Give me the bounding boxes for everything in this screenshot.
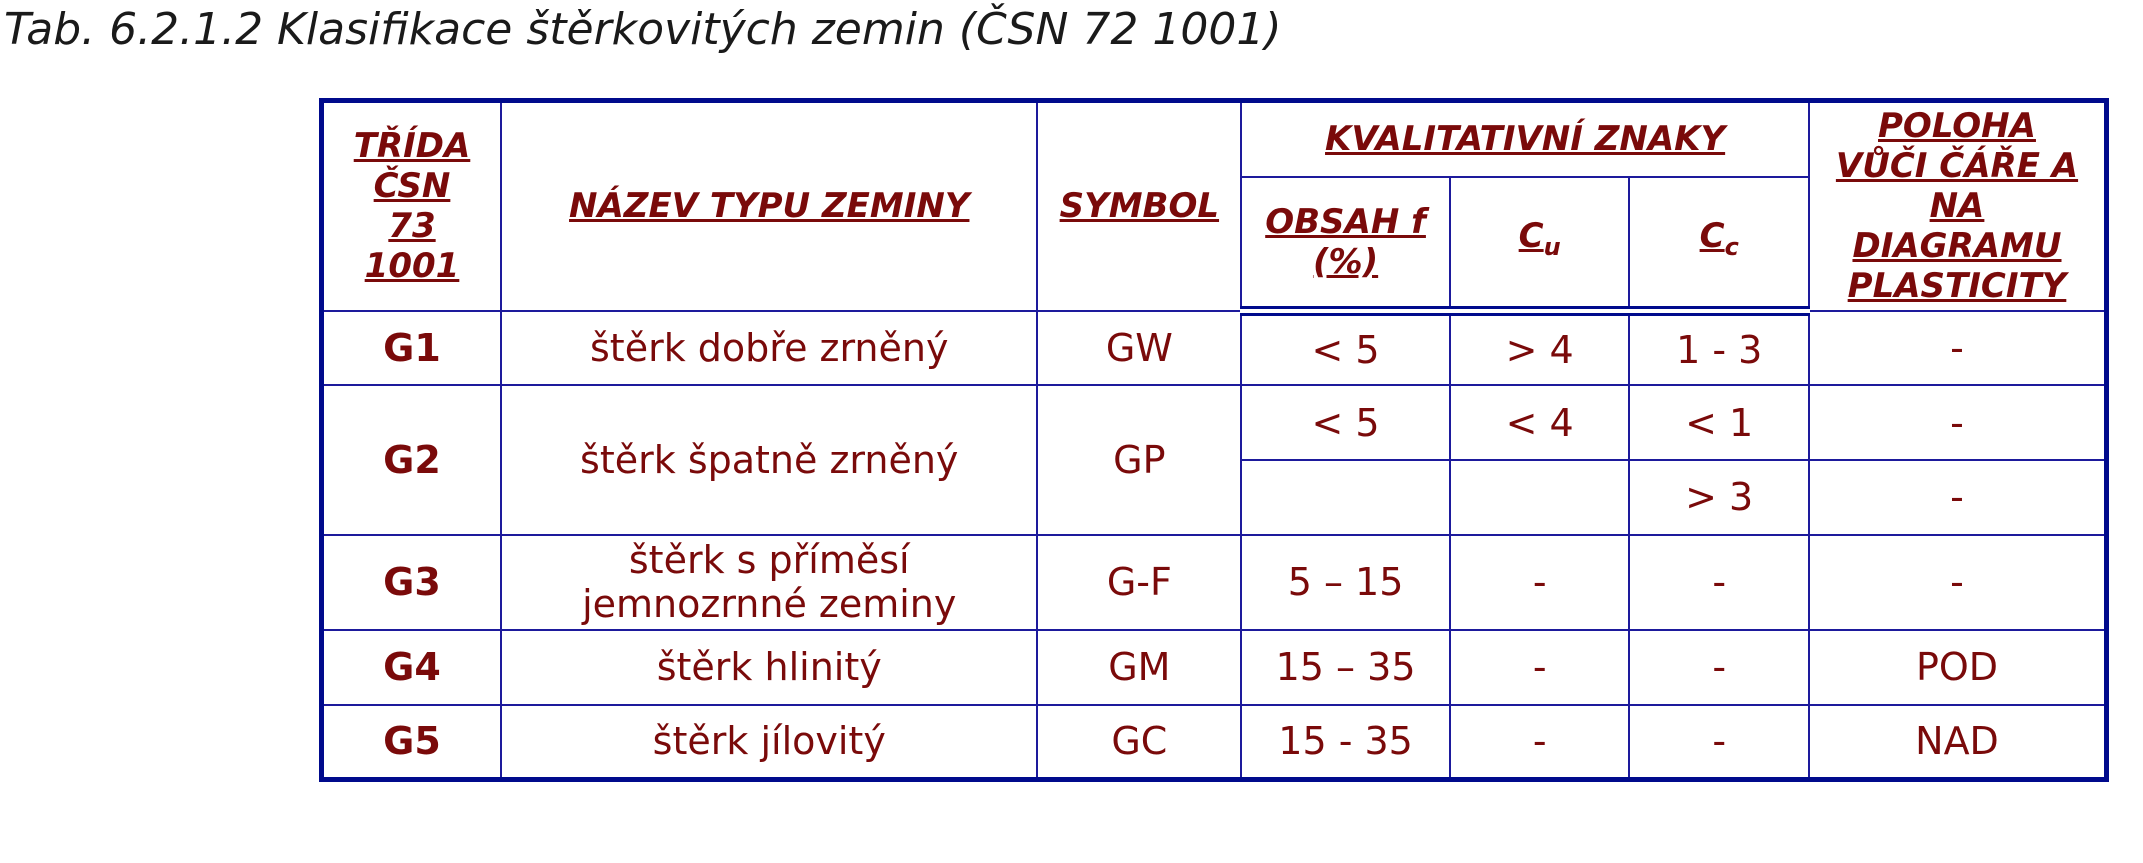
cc-cell: 1 - 3 bbox=[1629, 311, 1809, 386]
plasticity-position-cell: - bbox=[1809, 535, 2107, 630]
soil-classification-table bbox=[319, 98, 2109, 782]
header-plasticity bbox=[1809, 101, 2107, 311]
plasticity-position-cell: - bbox=[1809, 385, 2107, 460]
cu-cell: > 4 bbox=[1450, 311, 1630, 386]
header-class-line-2: ČSN bbox=[373, 166, 451, 207]
cc-cell: - bbox=[1629, 630, 1809, 705]
fines-cell: < 5 bbox=[1241, 311, 1450, 386]
fines-cell: < 5 bbox=[1241, 385, 1450, 460]
plasticity-position-cell: NAD bbox=[1809, 705, 2107, 780]
cc-cell: < 1 bbox=[1629, 385, 1809, 460]
cu-cell: - bbox=[1450, 630, 1630, 705]
symbol-cell: GM bbox=[1037, 630, 1241, 705]
header-fines-line-1: OBSAH f bbox=[1265, 201, 1426, 242]
symbol-cell: GP bbox=[1037, 385, 1241, 535]
table-row bbox=[322, 385, 2107, 460]
table-row bbox=[322, 630, 2107, 705]
class-cell: G4 bbox=[322, 630, 502, 705]
header-fines-line-2: (%) bbox=[1312, 241, 1379, 282]
soil-name-line-2: jemnozrnné zeminy bbox=[582, 582, 957, 627]
header-cc-sub: c bbox=[1724, 232, 1739, 261]
cu-cell bbox=[1450, 460, 1630, 535]
cu-cell: < 4 bbox=[1450, 385, 1630, 460]
class-cell: G2 bbox=[322, 385, 502, 535]
soil-name-cell: štěrk hlinitý bbox=[501, 630, 1037, 705]
fines-cell bbox=[1241, 460, 1450, 535]
class-cell: G5 bbox=[322, 705, 502, 780]
header-plasticity-line-1: POLOHA bbox=[1878, 106, 2036, 147]
soil-name-cell: štěrk špatně zrněný bbox=[501, 385, 1037, 535]
fines-cell: 5 – 15 bbox=[1241, 535, 1450, 630]
table-row bbox=[322, 535, 2107, 630]
header-class-line-1: TŘÍDA bbox=[353, 126, 471, 167]
header-cu-sub: u bbox=[1543, 232, 1561, 261]
plasticity-position-cell: POD bbox=[1809, 630, 2107, 705]
header-plasticity-line-3: NA bbox=[1929, 186, 1985, 227]
plasticity-position-cell: - bbox=[1809, 460, 2107, 535]
header-fines bbox=[1241, 177, 1450, 311]
header-cc bbox=[1629, 177, 1809, 311]
header-plasticity-line-5: PLASTICITY bbox=[1847, 266, 2067, 307]
cu-cell: - bbox=[1450, 535, 1630, 630]
cu-cell: - bbox=[1450, 705, 1630, 780]
symbol-cell: GW bbox=[1037, 311, 1241, 386]
soil-name-cell: štěrk jílovitý bbox=[501, 705, 1037, 780]
header-qualitative: KVALITATIVNÍ ZNAKY bbox=[1241, 101, 1809, 177]
table-row bbox=[322, 705, 2107, 780]
soil-name-cell bbox=[501, 535, 1037, 630]
fines-cell: 15 - 35 bbox=[1241, 705, 1450, 780]
table-row bbox=[322, 311, 2107, 386]
header-class-line-4: 1001 bbox=[364, 246, 460, 287]
header-cu bbox=[1450, 177, 1630, 311]
header-cc-main: C bbox=[1699, 216, 1725, 257]
cc-cell: - bbox=[1629, 705, 1809, 780]
class-cell: G1 bbox=[322, 311, 502, 386]
header-name: NÁZEV TYPU ZEMINY bbox=[501, 101, 1037, 311]
table-caption: Tab. 6.2.1.2 Klasifikace štěrkovitých zemin (ČSN 72 1001) bbox=[4, 4, 1282, 55]
symbol-cell: G-F bbox=[1037, 535, 1241, 630]
header-class-line-3: 73 bbox=[388, 206, 436, 247]
header-cu-main: C bbox=[1518, 216, 1544, 257]
class-cell: G3 bbox=[322, 535, 502, 630]
symbol-cell: GC bbox=[1037, 705, 1241, 780]
soil-name-line-1: štěrk s příměsí bbox=[628, 538, 910, 583]
plasticity-position-cell: - bbox=[1809, 311, 2107, 386]
cc-cell: - bbox=[1629, 535, 1809, 630]
header-class bbox=[322, 101, 502, 311]
header-symbol: SYMBOL bbox=[1037, 101, 1241, 311]
soil-name-cell: štěrk dobře zrněný bbox=[501, 311, 1037, 386]
fines-cell: 15 – 35 bbox=[1241, 630, 1450, 705]
header-plasticity-line-4: DIAGRAMU bbox=[1852, 226, 2062, 267]
cc-cell: > 3 bbox=[1629, 460, 1809, 535]
header-plasticity-line-2: VŮČI ČÁŘE A bbox=[1835, 146, 2079, 187]
